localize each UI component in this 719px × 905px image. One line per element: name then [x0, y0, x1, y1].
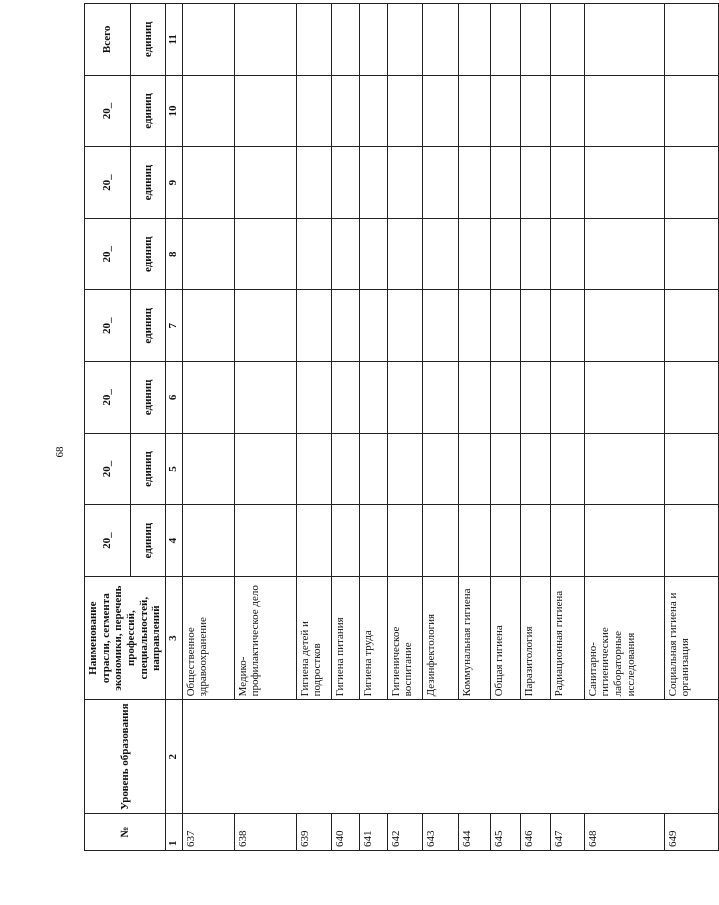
- table-row: [182, 4, 234, 851]
- page-number: 68: [54, 446, 66, 458]
- header-total: Всего: [85, 4, 131, 76]
- row-number: 645: [490, 813, 520, 850]
- column-number: 5: [165, 433, 182, 505]
- row-number: 641: [359, 813, 387, 850]
- row-name: Медико-профилактическое дело: [234, 576, 296, 699]
- row-number: 640: [331, 813, 359, 850]
- row-number: 644: [458, 813, 490, 850]
- header-year: 20_: [85, 218, 131, 290]
- header-unit: единиц: [131, 362, 165, 434]
- header-year: 20_: [85, 505, 131, 577]
- document-table-container: [84, 3, 692, 851]
- row-number: 646: [520, 813, 550, 850]
- column-number: 4: [165, 505, 182, 577]
- row-name: Общественное здравоохранение: [182, 576, 234, 699]
- column-number: 6: [165, 362, 182, 434]
- header-unit: единиц: [131, 4, 165, 76]
- header-level: Уровень образования: [85, 700, 166, 814]
- row-name: Паразитология: [520, 576, 550, 699]
- column-number: 10: [165, 75, 182, 147]
- column-number: 11: [165, 4, 182, 76]
- column-number: 8: [165, 218, 182, 290]
- row-name: Дезинфектология: [422, 576, 458, 699]
- row-number: 643: [422, 813, 458, 850]
- header-unit: единиц: [131, 505, 165, 577]
- row-level: [182, 700, 718, 814]
- header-name: Наименование отрасли, сегмента экономики, перечень профессий, специальностей, направлений: [85, 576, 166, 699]
- row-name: Гигиена труда: [359, 576, 387, 699]
- row-number: 637: [182, 813, 234, 850]
- header-unit: единиц: [131, 147, 165, 219]
- row-number: 649: [664, 813, 718, 850]
- header-unit: единиц: [131, 75, 165, 147]
- row-name: Социальная гигиена и организация: [664, 576, 718, 699]
- column-number: 3: [165, 576, 182, 699]
- row-name: Гигиена детей и подростков: [296, 576, 331, 699]
- specialties-table: [84, 3, 719, 851]
- row-number: 639: [296, 813, 331, 850]
- row-number: 647: [550, 813, 584, 850]
- row-name: Общая гигиена: [490, 576, 520, 699]
- header-unit: единиц: [131, 433, 165, 505]
- header-year: 20_: [85, 290, 131, 362]
- row-number: 642: [387, 813, 422, 850]
- header-year: 20_: [85, 75, 131, 147]
- header-unit: единиц: [131, 290, 165, 362]
- column-number: 9: [165, 147, 182, 219]
- header-year: 20_: [85, 362, 131, 434]
- column-number: 7: [165, 290, 182, 362]
- row-number: 648: [584, 813, 664, 850]
- row-number: 638: [234, 813, 296, 850]
- row-name: Коммунальная гигиена: [458, 576, 490, 699]
- header-num: №: [85, 813, 166, 850]
- column-number: 2: [165, 700, 182, 814]
- header-year: 20_: [85, 147, 131, 219]
- row-name: Гигиена питания: [331, 576, 359, 699]
- row-name: Радиационная гигиена: [550, 576, 584, 699]
- row-name: Гигиеническое воспитание: [387, 576, 422, 699]
- header-unit: единиц: [131, 218, 165, 290]
- header-year: 20_: [85, 433, 131, 505]
- column-number: 1: [165, 813, 182, 850]
- row-name: Санитарно-гигиенические лабораторные исследования: [584, 576, 664, 699]
